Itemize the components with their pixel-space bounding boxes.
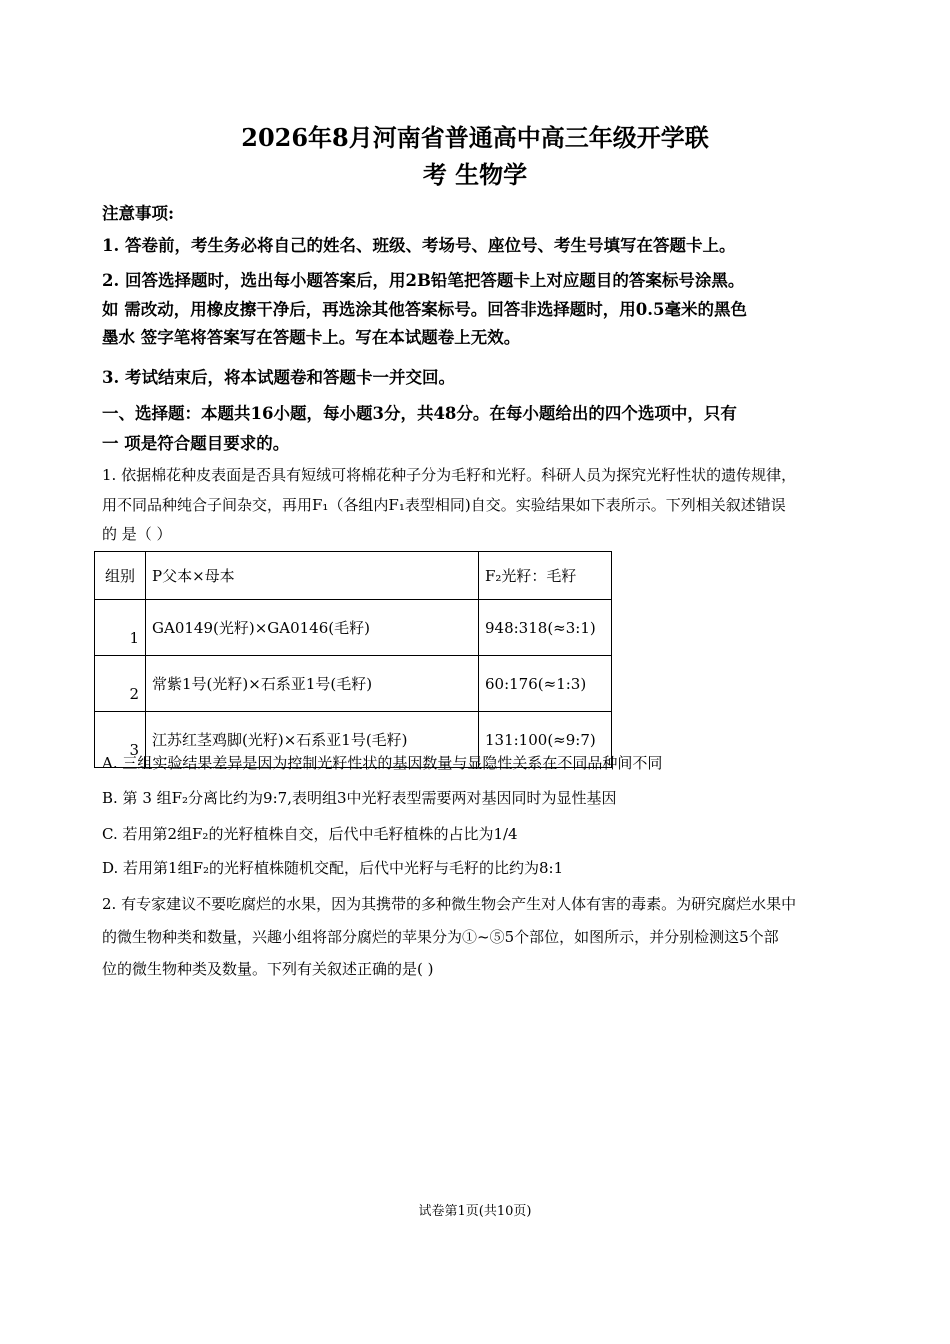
notice-item: 如 需改动，用橡皮擦干净后，再选涂其他答案标号。回答非选择题时，用0.5毫米的黑色	[102, 300, 747, 319]
option-c: C. 若用第2组F₂的光籽植株自交，后代中毛籽植株的占比为1/4	[102, 825, 518, 843]
table-header-cell: 组别	[95, 552, 146, 600]
table-cell: 948:318(≈3:1)	[479, 600, 612, 656]
section-heading: 一、选择题：本题共16小题，每小题3分，共48分。在每小题给出的四个选项中，只有	[102, 404, 737, 423]
question-stem: 的 是（ ）	[102, 525, 172, 543]
section-heading: 一 项是符合题目要求的。	[102, 434, 290, 453]
notice-item: 墨水 签字笔将答案写在答题卡上。写在本试题卷上无效。	[102, 328, 521, 347]
option-b: B. 第 3 组F₂分离比约为9:7,表明组3中光籽表型需要两对基因同时为显性基因	[102, 789, 617, 807]
table-cell: 131:100(≈9:7)	[479, 712, 612, 768]
page-footer: 试卷第1页(共10页)	[418, 1204, 532, 1219]
table-cell: 3	[95, 712, 146, 768]
table-header-row	[95, 552, 612, 600]
question-stem: 2. 有专家建议不要吃腐烂的水果，因为其携带的多种微生物会产生对人体有害的毒素。为研究腐烂水果中	[102, 895, 797, 913]
exam-title-line1: 2026年8月河南省普通高中高三年级开学联	[241, 123, 709, 152]
table-row	[95, 656, 612, 712]
table-header-cell: F₂光籽：毛籽	[479, 552, 612, 600]
exam-title-line2: 考 生物学	[422, 160, 528, 189]
notice-item: 1. 答卷前，考生务必将自己的姓名、班级、考场号、座位号、考生号填写在答题卡上。	[102, 236, 736, 255]
question-stem: 1. 依据棉花种皮表面是否具有短绒可将棉花种子分为毛籽和光籽。科研人员为探究光籽性状的遗传规律，	[102, 466, 797, 484]
notice-item: 3. 考试结束后，将本试题卷和答题卡一并交回。	[102, 368, 455, 387]
notice-item: 2. 回答选择题时，选出每小题答案后，用2B铅笔把答题卡上对应题目的答案标号涂黑。	[102, 271, 745, 290]
question-stem: 位的微生物种类及数量。下列有关叙述正确的是( )	[102, 960, 434, 978]
table-cell: 江苏红茎鸡脚(光籽)×石系亚1号(毛籽)	[146, 712, 479, 768]
notice-heading: 注意事项:	[102, 204, 175, 223]
table-cell: 60:176(≈1:3)	[479, 656, 612, 712]
question-stem: 的微生物种类和数量，兴趣小组将部分腐烂的苹果分为①~⑤5个部位，如图所示，并分别检测这5个部	[102, 928, 779, 946]
option-a: A. 三组实验结果差异是因为控制光籽性状的基因数量与显隐性关系在不同品种间不同	[102, 754, 663, 772]
table-cell: 常紫1号(光籽)×石系亚1号(毛籽)	[146, 656, 479, 712]
table-cell: 1	[95, 600, 146, 656]
results-table	[94, 551, 612, 768]
question-stem: 用不同品种纯合子间杂交，再用F₁（各组内F₁表型相同)自交。实验结果如下表所示。下列相关叙述错误	[102, 496, 786, 514]
table-cell: 2	[95, 656, 146, 712]
table-header-cell: P父本×母本	[146, 552, 479, 600]
option-d: D. 若用第1组F₂的光籽植株随机交配，后代中光籽与毛籽的比约为8:1	[102, 859, 564, 877]
table-row	[95, 600, 612, 656]
table-cell: GA0149(光籽)×GA0146(毛籽)	[146, 600, 479, 656]
